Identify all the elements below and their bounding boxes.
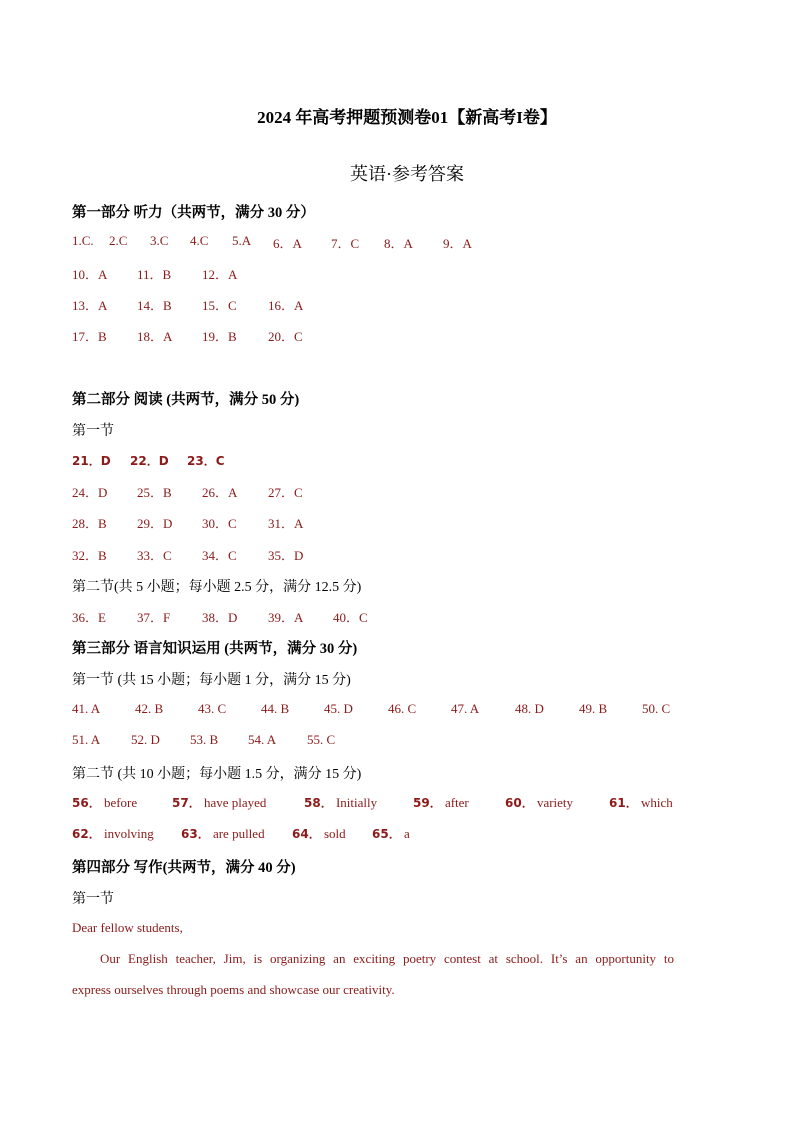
answer-item: 41. A: [72, 701, 101, 716]
answer-item: [372, 825, 410, 842]
answer-text: after: [444, 795, 469, 810]
part4-heading: 第四部分 写作(共两节，满分 40 分): [72, 860, 296, 876]
answer-item: 31．A: [268, 516, 304, 531]
answer-text: variety: [536, 795, 574, 810]
answer-item: 32．B: [72, 548, 107, 563]
answer-item: 11．B: [137, 267, 172, 282]
answer-item: [609, 794, 673, 811]
answer-item: [292, 825, 346, 842]
letter-paragraph-line: express ourselves through poems and showcase our creativity.: [72, 982, 395, 997]
answer-item: 10．A: [72, 267, 108, 282]
answer-item: 36．E: [72, 610, 106, 625]
answer-item: 15．C: [202, 298, 237, 313]
answer-item: 21．D: [72, 454, 111, 468]
answer-item: 14．B: [137, 298, 172, 313]
part3-heading: 第三部分 语言知识运用 (共两节，满分 30 分): [72, 641, 358, 657]
answer-item: 43. C: [198, 701, 227, 716]
answer-number: 57．: [172, 796, 201, 810]
answer-item: 33．C: [137, 548, 172, 563]
answer-number: 63．: [181, 827, 210, 841]
answer-item: 29．D: [137, 516, 173, 531]
answer-item: 54. A: [248, 732, 277, 747]
answer-text: sold: [323, 826, 346, 841]
part3-section2-label: 第二节 (共 10 小题；每小题 1.5 分，满分 15 分): [72, 767, 362, 782]
answer-item: 22．D: [130, 454, 169, 468]
answer-item: 38．D: [202, 610, 238, 625]
answer-text: before: [103, 795, 138, 810]
answer-item: 17．B: [72, 329, 107, 344]
answer-item: 46. C: [388, 701, 417, 716]
answer-item: [304, 794, 377, 811]
answer-item: 7．C: [331, 236, 360, 251]
answer-item: [413, 794, 469, 811]
answer-item: 42. B: [135, 701, 164, 716]
answer-item: 24．D: [72, 485, 108, 500]
answer-item: 48. D: [515, 701, 544, 716]
part2-section1-label: 第一节: [72, 424, 114, 439]
answer-item: 3.C: [150, 233, 169, 248]
answer-item: 5.A: [232, 233, 252, 248]
answer-item: 16．A: [268, 298, 304, 313]
answer-number: 61．: [609, 796, 638, 810]
answer-item: 44. B: [261, 701, 290, 716]
answer-number: 59．: [413, 796, 442, 810]
answer-number: 65．: [372, 827, 401, 841]
document-title: 2024 年高考押题预测卷01【新高考I卷】: [257, 108, 557, 127]
answer-item: 26．A: [202, 485, 238, 500]
answer-item: 28．B: [72, 516, 107, 531]
answer-item: 25．B: [137, 485, 172, 500]
letter-salutation: Dear fellow students,: [72, 920, 183, 935]
answer-text: Initially: [335, 795, 378, 810]
letter-paragraph-line: Our English teacher, Jim, is organizing an exciting poetry contest at school. It’s an opportunity to: [100, 951, 674, 966]
answer-item: 30．C: [202, 516, 237, 531]
answer-item: [505, 794, 573, 811]
answer-item: 51. A: [72, 732, 101, 747]
answer-item: 49. B: [579, 701, 608, 716]
answer-item: 12．A: [202, 267, 238, 282]
answer-item: 52. D: [131, 732, 160, 747]
answer-item: 53. B: [190, 732, 219, 747]
answer-item: 40．C: [333, 610, 368, 625]
answer-item: 34．C: [202, 548, 237, 563]
answer-item: 47. A: [451, 701, 480, 716]
answer-item: 45. D: [324, 701, 353, 716]
document-subtitle: 英语·参考答案: [350, 164, 464, 184]
answer-item: 18．A: [137, 329, 173, 344]
answer-item: 37．F: [137, 610, 171, 625]
part2-section2-label: 第二节(共 5 小题；每小题 2.5 分，满分 12.5 分): [72, 580, 362, 595]
answer-item: 35．D: [268, 548, 304, 563]
answer-item: 13．A: [72, 298, 108, 313]
answer-text: a: [403, 826, 410, 841]
answer-item: 6．A: [273, 236, 302, 251]
answer-item: 8．A: [384, 236, 413, 251]
answer-number: 60．: [505, 796, 534, 810]
answer-item: [72, 825, 154, 842]
answer-text: have played: [203, 795, 267, 810]
answer-number: 64．: [292, 827, 321, 841]
answer-item: [72, 794, 137, 811]
answer-text: involving: [103, 826, 154, 841]
answer-item: 9．A: [443, 236, 472, 251]
part1-heading: 第一部分 听力（共两节，满分 30 分）: [72, 205, 315, 221]
part3-section1-label: 第一节 (共 15 小题；每小题 1 分，满分 15 分): [72, 673, 351, 688]
answer-item: 27．C: [268, 485, 303, 500]
answer-item: 2.C: [109, 233, 128, 248]
answer-item: [181, 825, 265, 842]
answer-text: are pulled: [212, 826, 265, 841]
part4-section1-label: 第一节: [72, 892, 114, 907]
answer-item: 23．C: [187, 454, 225, 468]
answer-number: 56．: [72, 796, 101, 810]
answer-text: which: [640, 795, 673, 810]
answer-number: 62．: [72, 827, 101, 841]
answer-item: 50. C: [642, 701, 671, 716]
answer-item: 20．C: [268, 329, 303, 344]
answer-item: 1.C.: [72, 233, 94, 248]
part2-heading: 第二部分 阅读 (共两节，满分 50 分): [72, 392, 300, 408]
answer-item: [172, 794, 266, 811]
answer-item: 55. C: [307, 732, 336, 747]
answer-number: 58．: [304, 796, 333, 810]
answer-item: 39．A: [268, 610, 304, 625]
answer-item: 19．B: [202, 329, 237, 344]
answer-item: 4.C: [190, 233, 209, 248]
